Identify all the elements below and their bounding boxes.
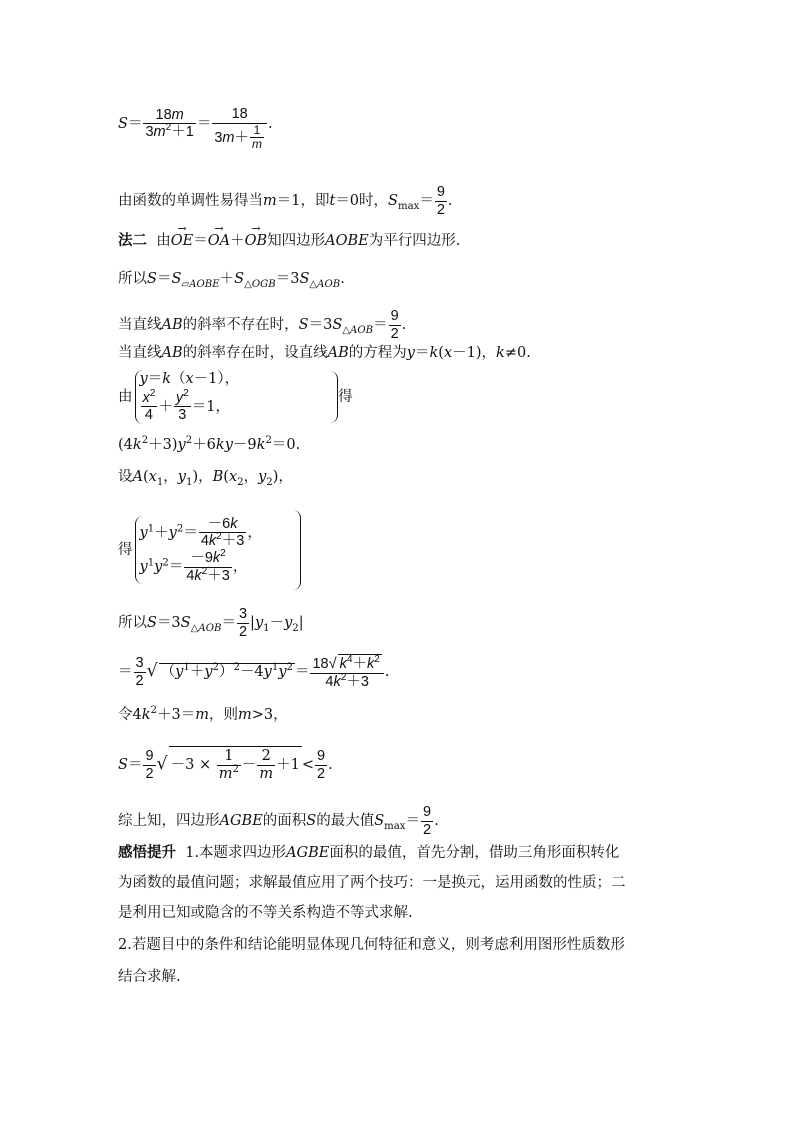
reflection-line-1: 感悟提升 1.本题求四边形AGBE面积的最值，首先分割，借助三角形面积转化 — [118, 844, 620, 861]
area-split-line: 所以$S=S_{▱AOBE}+S_{\triangle OGB}=3S_{\triangle AOB}$. — [118, 271, 345, 290]
bound-line: S＝ $\frac{9}{2}$ √ －3 × $\frac{1}{m^2}$ － $\frac{2}{m}$ ＋1 < $\frac{9}{2}$ . — [118, 748, 333, 782]
slope-exist-line: 当直线AB的斜率存在时，设直线AB的方程为y＝k(x－1)，k≠0. — [118, 345, 531, 361]
reflection-line-5: 结合求解. — [118, 969, 181, 985]
system-ellipse-line: 由 y＝k（x－1）， $\frac{x^2}{4}$ ＋ $\frac{y^2}{3}$ ＝1， 得 — [118, 371, 353, 424]
area-expression-line: 所以$S=3S_{\triangle AOB}=$ $\frac{3}{2}$ $|y_1-y_2|$ — [118, 606, 304, 640]
reflection-line-3: 是利用已知或隐含的不等关系构造不等式求解. — [118, 905, 413, 921]
area-sqrt-line: ＝ $\frac{3}{2}$ √ $(y^1+y^2)^2-4y^1y^2$ ＝ $\frac{18√ k^4+k^2}{4k^2+3}$ . — [118, 654, 390, 690]
substitution-line: 令$4k^2+3=m$，则m>3， — [118, 705, 288, 723]
monotonic-statement: 由函数的单调性易得当m＝1，即t＝0时，$S_{max}=$ $\frac{9}{2}$ . — [118, 184, 453, 218]
reflection-line-2: 为函数的最值问题；求解最值应用了两个技巧：一是换元，运用函数的性质；二 — [118, 875, 626, 891]
formula-s-fraction: S＝ $\frac{18m}{3m^2+1}$ ＝ 18 3m＋ $\frac{1}{m}$ . — [118, 106, 273, 152]
slope-none-line: 当直线AB的斜率不存在时，$S=3S_{\triangle AOB}=$ $\frac{9}{2}$ . — [118, 308, 407, 342]
vieta-system: $y^1+y^2=$ $\frac{-6k}{4k^2+3}$ ， $y^1y^2=$ $\frac{-9k^2}{4k^2+3}$ ， — [135, 516, 262, 585]
method-two-line: 法二 由→ OE＝→ OA＋→ OB知四边形AOBE为平行四边形. — [118, 234, 460, 249]
points-line: 设$A(x_1$，$y_1$)，$B(x_2$，$y_2$)， — [118, 469, 293, 488]
monotonic-text: 由函数的单调性易得当 — [118, 193, 263, 210]
reflection-title: 感悟提升 — [118, 844, 176, 861]
quadratic-line: $(4k^2+3)y^2+6ky-9k^2=0$. — [118, 435, 301, 453]
vieta-line: 得 $y^1+y^2=$ $\frac{-6k}{4k^2+3}$ ， $y^1y^2=$ $\frac{-9k^2}{4k^2+3}$ ， — [118, 510, 301, 590]
reflection-line-4: 2.若题目中的条件和结论能明显体现几何特征和意义，则考虑利用图形性质数形 — [118, 937, 625, 953]
method-two-label: 法二 — [118, 232, 147, 249]
summary-line: 综上知，四边形AGBE的面积S的最大值$S_{max}=$ $\frac{9}{2}$ . — [118, 804, 439, 838]
equation-system: y＝k（x－1）， $\frac{x^2}{4}$ ＋ $\frac{y^2}{3}$ ＝1， — [135, 370, 240, 424]
